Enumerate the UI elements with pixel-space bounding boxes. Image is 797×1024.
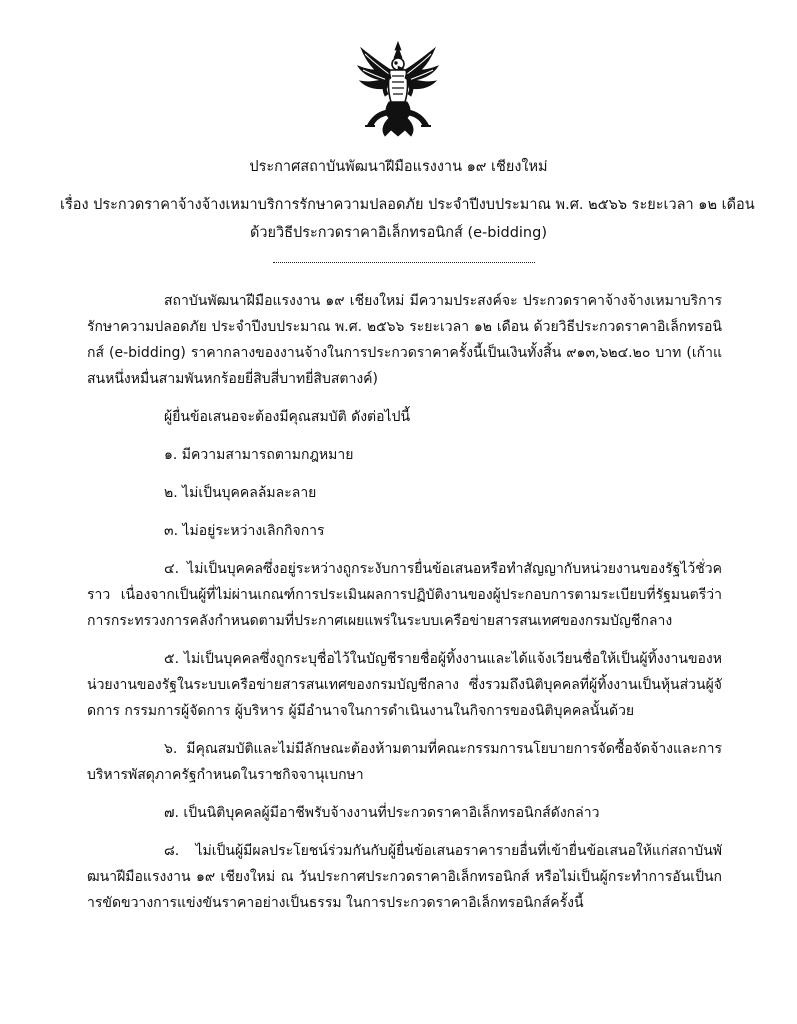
dotted-divider [273, 262, 535, 263]
qualification-item-1: ๑. มีความสามารถตามกฎหมาย [164, 447, 354, 463]
intro-paragraph: สถาบันพัฒนาฝีมือแรงงาน ๑๙ เชียงใหม่ มีความประสงค์จะ ประกวดราคาจ้างจ้างเหมาบริการรักษาความปลอดภัย ประจำปีงบประมาณ พ.ศ. ๒๕๖๖ ระยะเวลา ๑๒ เดือน ด้วยวิธีประกวดราคาอิเล็กทรอนิกส์ (e-bidding) ราคากลางของงานจ้างในการประกวดราคาครั้งนี้เป็นเงินทั้งสิ้น ๙๑๓,๖๒๔.๒๐ บาท (เก้าแสนหนึ่งหมื่นสามพันหกร้อยยี่สิบสี่บาทยี่สิบสตางค์) [87, 293, 722, 387]
qualification-item-2: ๒. ไม่เป็นบุคคลล้มละลาย [164, 485, 317, 501]
announcement-body [87, 288, 722, 928]
announcement-title: ประกาศสถาบันพัฒนาฝีมือแรงงาน ๑๙ เชียงใหม่ [249, 159, 548, 175]
qualification-item-3: ๓. ไม่อยู่ระหว่างเลิกกิจการ [164, 523, 325, 539]
qualification-item-4: ๔. ไม่เป็นบุคคลซึ่งอยู่ระหว่างถูกระงับการยื่นข้อเสนอหรือทำสัญญากับหน่วยงานของรัฐไว้ชั่วคราว เนื่องจากเป็นผู้ที่ไม่ผ่านเกณฑ์การประเมินผลการปฏิบัติงานของผู้ประกอบการตามระเบียบที่รัฐมนตรีว่าการกระทรวงการคลังกำหนดตามที่ประกาศเผยแพร่ในระบบเครือข่ายสารสนเทศของกรมบัญชีกลาง [87, 561, 722, 629]
qualification-item-5: ๕. ไม่เป็นบุคคลซึ่งถูกระบุชื่อไว้ในบัญชีรายชื่อผู้ทิ้งงานและได้แจ้งเวียนชื่อให้เป็นผู้ทิ้งงานของหน่วยงานของรัฐในระบบเครือข่ายสารสนเทศของกรมบัญชีกลาง ซึ่งรวมถึงนิติบุคคลที่ผู้ทิ้งงานเป็นหุ้นส่วนผู้จัดการ กรรมการผู้จัดการ ผู้บริหาร ผู้มีอำนาจในการดำเนินงานในกิจการของนิติบุคคลนั้นด้วย [87, 651, 722, 719]
qualification-item-6: ๖. มีคุณสมบัติและไม่มีลักษณะต้องห้ามตามที่คณะกรรมการนโยบายการจัดซื้อจัดจ้างและการบริหารพัสดุภาครัฐกำหนดในราชกิจจานุเบกษา [87, 741, 722, 783]
subject-line-2: ด้วยวิธีประกวดราคาอิเล็กทรอนิกส์ (e-bidding) [249, 225, 547, 241]
garuda-emblem-icon [355, 40, 441, 138]
qualification-item-8: ๘. ไม่เป็นผู้มีผลประโยชน์ร่วมกันกับผู้ยื่นข้อเสนอราคารายอื่นที่เข้ายื่นข้อเสนอให้แก่สถาบันพัฒนาฝีมือแรงงาน ๑๙ เชียงใหม่ ณ วันประกาศประกวดราคาอิเล็กทรอนิกส์ หรือไม่เป็นผู้กระทำการอันเป็นการขัดขวางการแข่งขันราคาอย่างเป็นธรรม ในการประกวดราคาอิเล็กทรอนิกส์ครั้งนี้ [87, 843, 722, 911]
qualifications-heading: ผู้ยื่นข้อเสนอจะต้องมีคุณสมบัติ ดังต่อไปนี้ [164, 409, 411, 425]
subject-line-1: เรื่อง ประกวดราคาจ้างจ้างเหมาบริการรักษาความปลอดภัย ประจำปีงบประมาณ พ.ศ. ๒๕๖๖ ระยะเวลา ๑๒ เดือน [60, 197, 755, 213]
qualification-item-7: ๗. เป็นนิติบุคคลผู้มีอาชีพรับจ้างงานที่ประกวดราคาอิเล็กทรอนิกส์ดังกล่าว [164, 805, 600, 821]
